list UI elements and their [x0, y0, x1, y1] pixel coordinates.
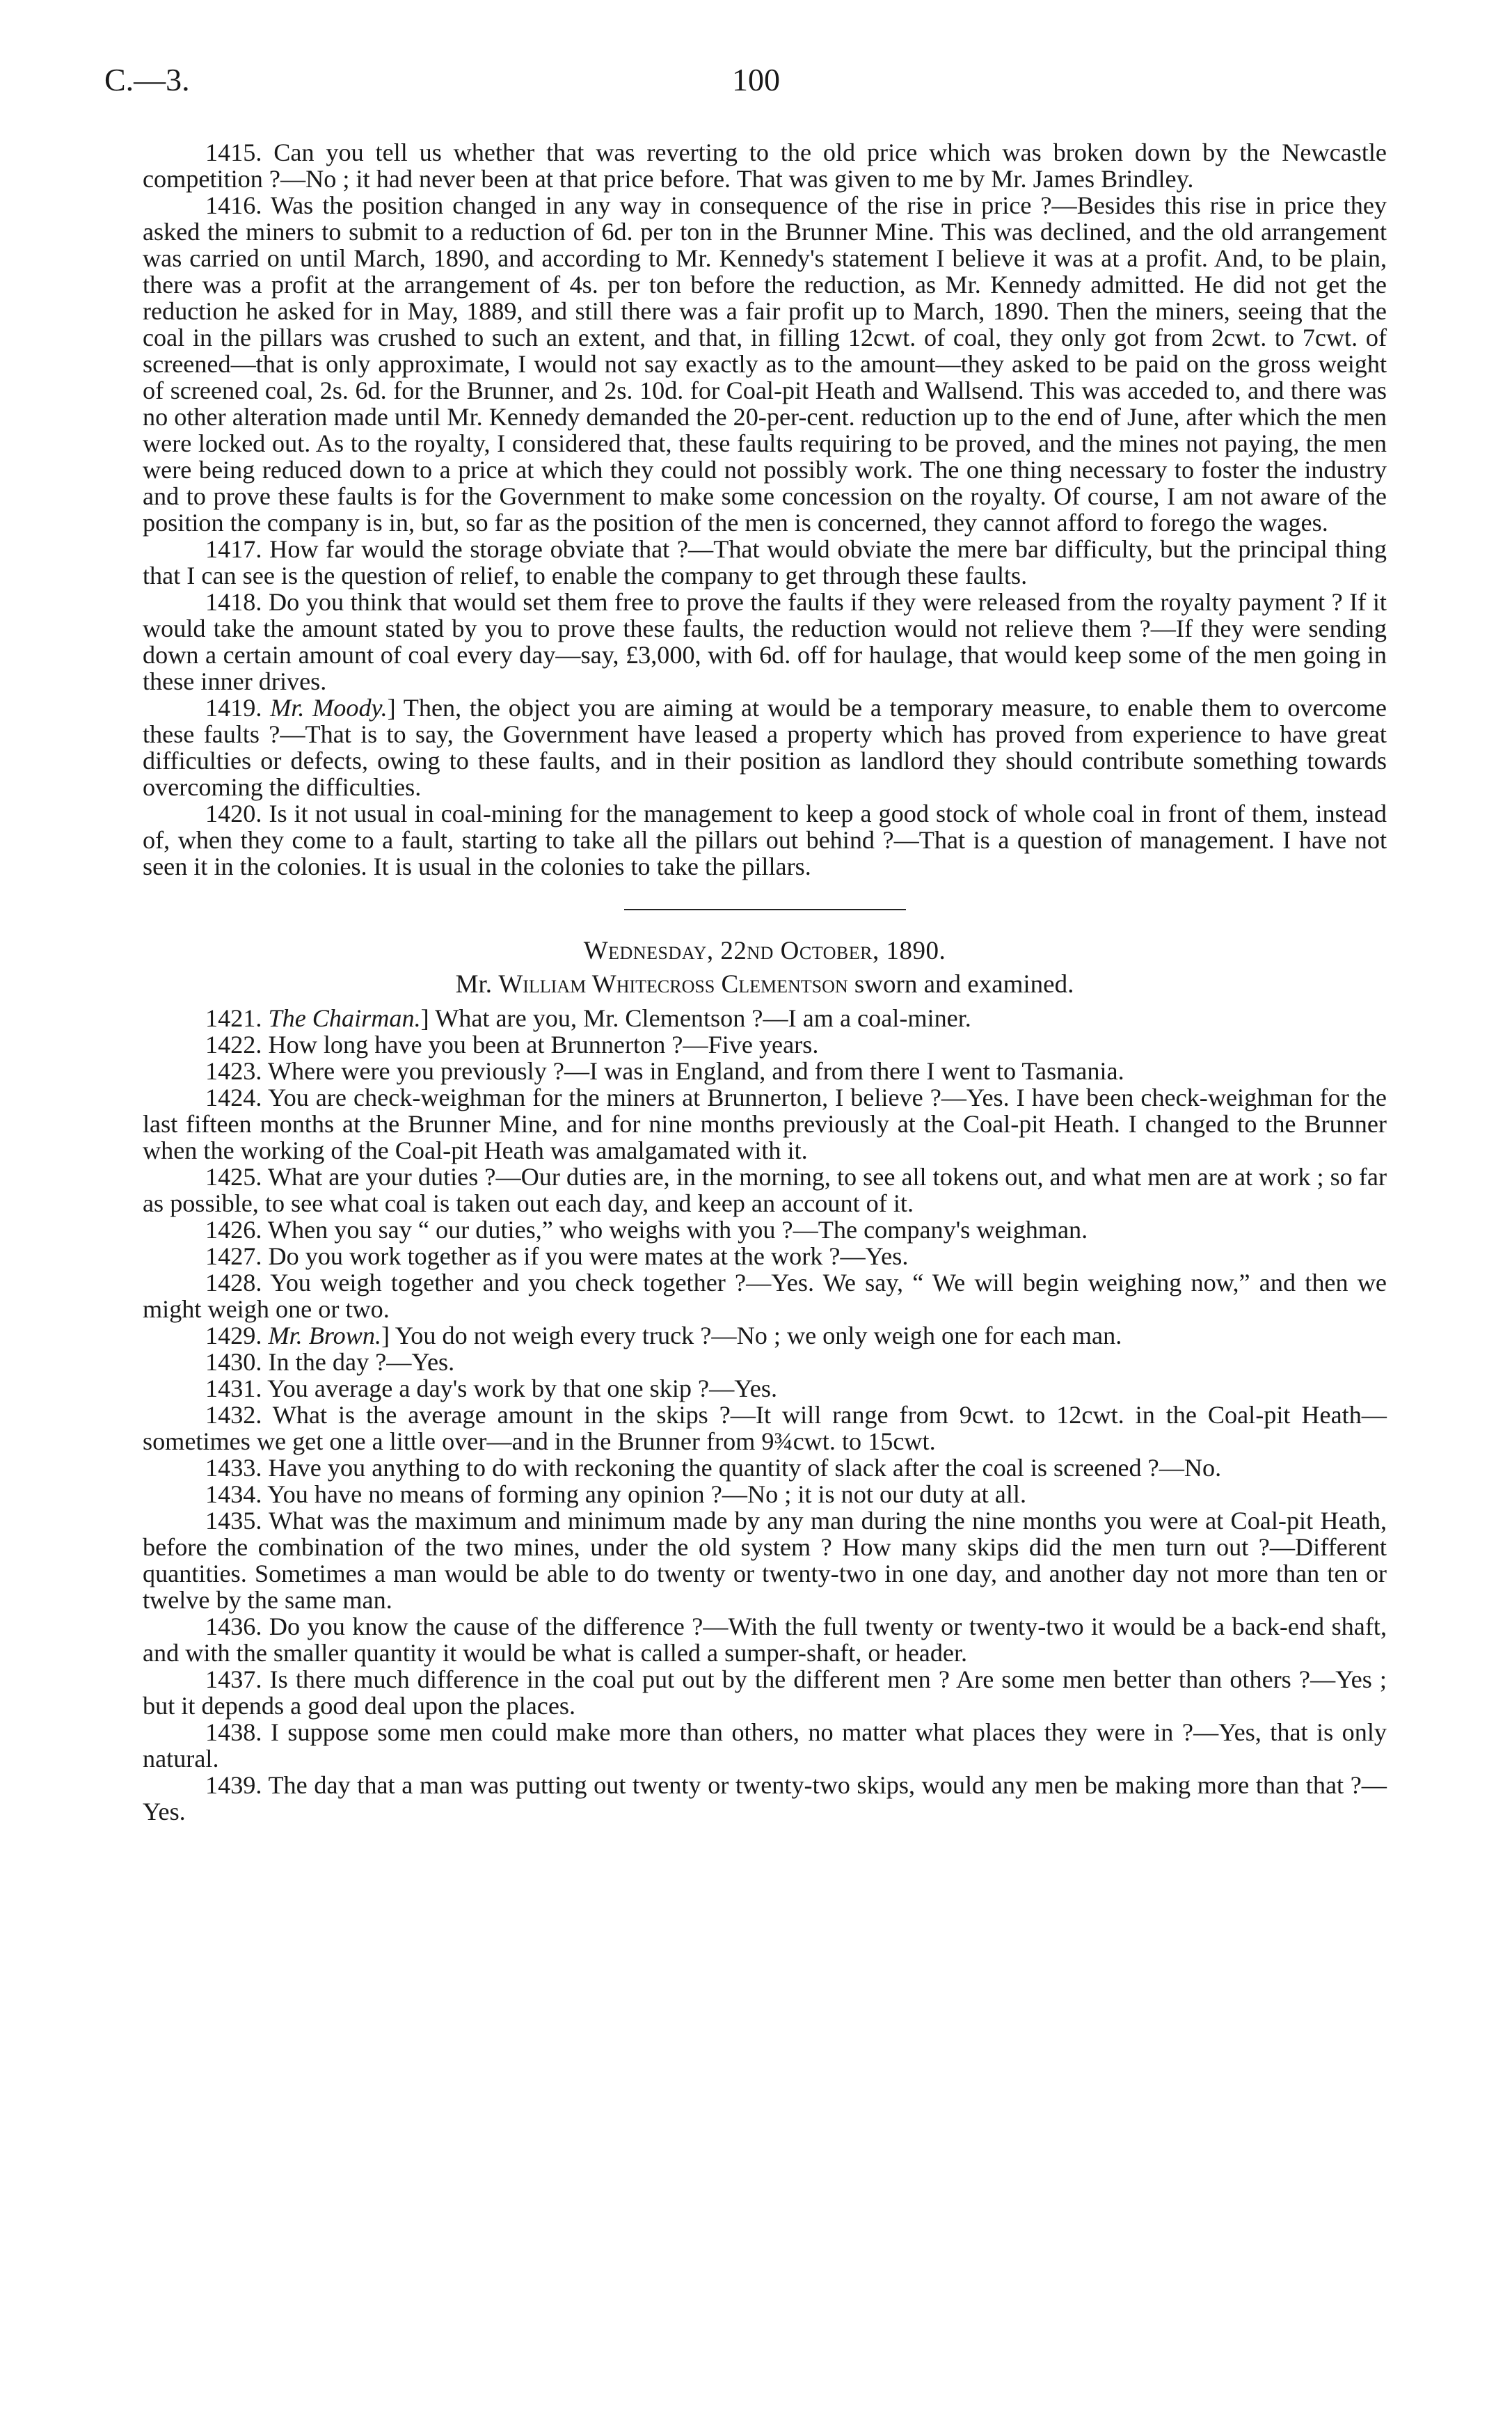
- section-divider: [624, 909, 906, 910]
- question-paragraph: 1431. You average a day's work by that one skip ?—Yes.: [205, 1374, 777, 1402]
- question-paragraph: 1416. Was the position changed in any way in consequence of the rise in price ?—Besides this rise in price they asked the miners to submit to a reduction of 6d. per ton in the Brunner Mine. This was declined, and the old arrangement was carried on until March, 1890, and according to Mr. Kennedy's statement I believe it was at a profit. And, to be plain, there was a profit at the arrangement of 4s. per ton before the reduction, as Mr. Kennedy admitted. He did not get the reduction he asked for in May, 1889, and still there was a fair profit up to March, 1890. Then the miners, seeing that the coal in the pillars was crushed to such an extent, and that, in filling 12cwt. of coal, they only got from 2cwt. to 7cwt. of screened—that is only approximate, I would not say exactly as to the amount—they asked to be paid on the gross weight of screened coal, 2s. 6d. for the Brunner, and 2s. 10d. for Coal-pit Heath and Wallsend. This was acceded to, and there was no other alteration made until Mr. Kennedy demanded the 20-per-cent. reduction up to the end of June, after which the men were locked out. As to the royalty, I considered that, these faults requiring to be proved, and the mines not paying, the men were being reduced down to a price at which they could not possibly work. The one thing necessary to foster the industry and to prove these faults is for the Government to make some concession on the royalty. Of course, I am not aware of the position the company is in, but, so far as the position of the men is concerned, they cannot afford to forego the wages.: [143, 191, 1387, 537]
- evidence-section-2: [143, 1005, 1387, 1825]
- question-paragraph: 1434. You have no means of forming any opinion ?—No ; it is not our duty at all.: [205, 1480, 1026, 1508]
- question-paragraph: 1427. Do you work together as if you were mates at the work ?—Yes.: [205, 1242, 909, 1270]
- question-paragraph: 1435. What was the maximum and minimum made by any man during the nine months you were at Coal-pit Heath, before the combination of the two mines, under the old system ? How many skips did the men turn out ?—Different quantities. Sometimes a man would be able to do twenty or twenty-two in one day, and another day not more than ten or twelve by the same man.: [143, 1507, 1387, 1614]
- question-paragraph: [143, 1322, 1387, 1349]
- question-paragraph: 1418. Do you think that would set them free to prove the faults if they were released from the royalty payment ? If it would take the amount stated by you to prove these faults, the reduction would not relieve them ?—If they were sending down a certain amount of coal every day—say, £3,000, with 6d. off for haulage, that would keep some of the men going in these inner drives.: [143, 588, 1387, 695]
- witness-title: Mr.: [455, 970, 499, 999]
- date-heading: Wednesday, 22nd October, 1890.: [583, 937, 946, 965]
- question-paragraph: 1417. How far would the storage obviate that ?—That would obviate the mere bar difficulty, but the principal thing that I can see is the question of relief, to enable the company to get through these faults.: [143, 535, 1387, 589]
- question-paragraph: 1426. When you say “ our duties,” who weighs with you ?—The company's weighman.: [205, 1216, 1088, 1244]
- question-number: 1429.: [205, 1322, 269, 1349]
- question-paragraph: 1425. What are your duties ?—Our duties are, in the morning, to see all tokens out, and what men are at work ; so far as possible, to see what coal is taken out each day, and keep an account of it.: [143, 1163, 1387, 1217]
- question-paragraph: 1437. Is there much difference in the coal put out by the different men ? Are some men better than others ?—Yes ; but it depends a good deal upon the places.: [143, 1665, 1387, 1720]
- question-number: 1419.: [205, 694, 271, 722]
- question-paragraph: 1424. You are check-weighman for the miners at Brunnerton, I believe ?—Yes. I have been check-weighman for the last fifteen months at the Brunner Mine, and for nine months previously at the Coal-pit Heath. I changed to the Brunner when the working of the Coal-pit Heath was amalgamated with it.: [143, 1084, 1387, 1164]
- witness-name: William Whitecross Clementson: [498, 970, 848, 999]
- question-paragraph: 1420. Is it not usual in coal-mining for the management to keep a good stock of whole coal in front of them, instead of, when they come to a fault, starting to take all the pillars out behind ?—That is a question of management. I have not seen it in the colonies. It is usual in the colonies to take the pillars.: [143, 800, 1387, 880]
- question-number: 1421.: [205, 1004, 269, 1032]
- speaker-name: The Chairman.: [268, 1004, 421, 1032]
- series-code: C.—3.: [104, 62, 190, 97]
- question-text: ] Then, the object you are aiming at would be a temporary measure, to enable them to overcome these faults ?—That is to say, the Government have leased a property which has proved from experience to have great difficulties or defects, owing to these faults, and in their position as landlord they should contribute something towards overcoming the difficulties.: [143, 694, 1387, 801]
- question-paragraph: 1428. You weigh together and you check together ?—Yes. We say, “ We will begin weighing now,” and then we might weigh one or two.: [143, 1269, 1387, 1323]
- question-paragraph: 1433. Have you anything to do with reckoning the quantity of slack after the coal is screened ?—No.: [205, 1454, 1222, 1482]
- evidence-section-1: [143, 139, 1387, 880]
- question-paragraph: 1439. The day that a man was putting out twenty or twenty-two skips, would any men be making more than that ?—Yes.: [143, 1771, 1387, 1825]
- question-paragraph: 1430. In the day ?—Yes.: [205, 1348, 455, 1376]
- question-paragraph: 1415. Can you tell us whether that was reverting to the old price which was broken down by the Newcastle competition ?—No ; it had never been at that price before. That was given to me by Mr. James Brindley.: [143, 138, 1387, 193]
- speaker-name: Mr. Moody.: [270, 694, 388, 722]
- question-paragraph: [143, 695, 1387, 800]
- witness-sworn-line: [143, 972, 1387, 998]
- question-text: ] What are you, Mr. Clementson ?—I am a coal-miner.: [420, 1004, 971, 1032]
- speaker-name: Mr. Brown.: [268, 1322, 381, 1349]
- question-text: ] You do not weigh every truck ?—No ; we only weigh one for each man.: [381, 1322, 1122, 1349]
- question-paragraph: 1423. Where were you previously ?—I was in England, and from there I went to Tasmania.: [205, 1057, 1124, 1085]
- question-paragraph: 1438. I suppose some men could make more than others, no matter what places they were in ?—Yes, that is only natural.: [143, 1718, 1387, 1773]
- sworn-text: sworn and examined.: [847, 970, 1074, 999]
- question-paragraph: 1422. How long have you been at Brunnerton ?—Five years.: [205, 1031, 819, 1059]
- question-paragraph: 1432. What is the average amount in the skips ?—It will range from 9cwt. to 12cwt. in the Coal-pit Heath—sometimes we get one a little over—and in the Brunner from 9¾cwt. to 15cwt.: [143, 1401, 1387, 1455]
- question-paragraph: 1436. Do you know the cause of the difference ?—With the full twenty or twenty-two it would be a back-end shaft, and with the smaller quantity it would be what is called a sumper-shaft, or header.: [143, 1612, 1387, 1667]
- document-body: [143, 139, 1387, 1825]
- question-paragraph: [143, 1005, 1387, 1031]
- page-number: 100: [732, 62, 780, 97]
